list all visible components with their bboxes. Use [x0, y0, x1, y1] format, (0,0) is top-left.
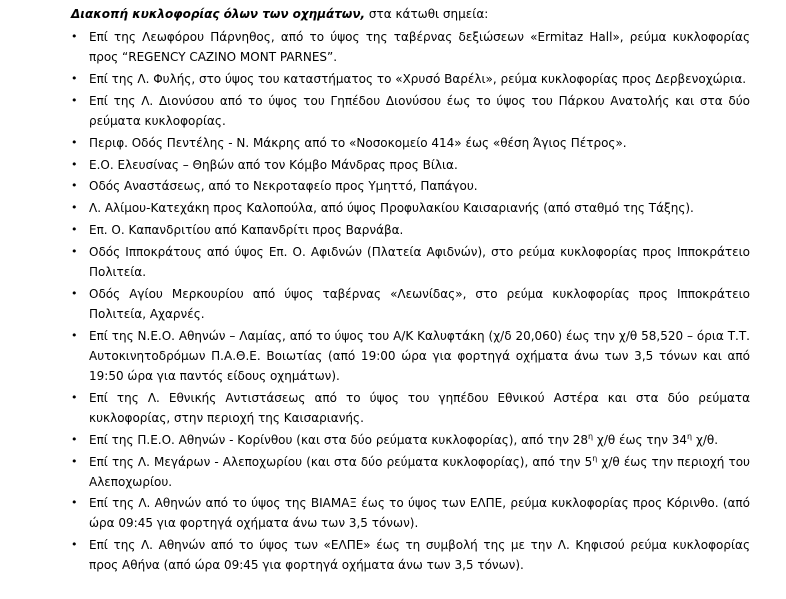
bullet-icon: •: [71, 432, 78, 446]
closure-list: [0, 27, 786, 577]
list-item: [0, 133, 750, 153]
list-item-text: Ε.Ο. Ελευσίνας – Θηβών από τον Κόμβο Μάνδρας προς Βίλια.: [89, 157, 458, 172]
list-item: [0, 220, 750, 240]
bullet-icon: •: [71, 390, 78, 404]
list-item: [0, 452, 750, 492]
bullet-icon: •: [71, 71, 78, 85]
bullet-icon: •: [71, 223, 78, 237]
ordinal-superscript: η: [588, 431, 594, 441]
text-part: Επί της Π.Ε.Ο. Αθηνών - Κορίνθου (και στα δύο ρεύματα κυκλοφορίας), από την 28: [89, 432, 588, 447]
list-item: [0, 535, 750, 575]
ordinal-superscript: η: [592, 453, 598, 463]
ordinal-superscript: η: [687, 431, 693, 441]
list-item-text: Επί της Λ. Διονύσου από το ύψος του Γηπέδου Διονύσου έως το ύψος του Πάρκου Ανατολής και στα δύο ρεύματα κυκλοφορίας.: [89, 93, 750, 128]
list-item-text: Επ. Ο. Καπανδριτίου από Καπανδρίτι προς Βαρνάβα.: [89, 223, 404, 238]
list-item: [0, 176, 750, 196]
list-item: [0, 284, 750, 324]
list-item: [0, 430, 750, 450]
list-item-text: Επί της Λ. Εθνικής Αντιστάσεως από το ύψος του γηπέδου Εθνικού Αστέρα και στα δύο ρεύματα κυκλοφορίας, στην περιοχή της Καισαριανής.: [89, 390, 750, 425]
list-item-text: Οδός Ιπποκράτους από ύψος Επ. Ο. Αφιδνών (Πλατεία Αφιδνών), στο ρεύμα κυκλοφορίας προς Ιπποκράτειο Πολιτεία.: [89, 245, 750, 280]
bullet-icon: •: [71, 454, 78, 468]
list-item: [0, 326, 750, 386]
list-item-text: Οδός Αναστάσεως, από το Νεκροταφείο προς Υμηττό, Παπάγου.: [89, 179, 478, 194]
bullet-icon: •: [71, 538, 78, 552]
list-item: [0, 91, 750, 131]
list-item-text: [89, 430, 750, 450]
bullet-icon: •: [71, 179, 78, 193]
bullet-icon: •: [71, 93, 78, 107]
bullet-icon: •: [71, 287, 78, 301]
list-item: [0, 198, 750, 218]
bullet-icon: •: [71, 328, 78, 342]
heading-bold: Διακοπή κυκλοφορίας όλων των οχημάτων,: [71, 7, 366, 21]
list-item-text: Επί της Λ. Αθηνών από το ύψος της ΒΙΑΜΑΞ έως το ύψος των ΕΛΠΕ, ρεύμα κυκλοφορίας προς Κόρινθο. (από ώρα 09:45 για φορτηγά οχήματα άνω των 3,5 τόνων).: [89, 496, 750, 531]
list-item: [0, 155, 750, 175]
bullet-icon: •: [71, 157, 78, 171]
list-item: [0, 388, 750, 428]
bullet-icon: •: [71, 201, 78, 215]
list-item-text: [89, 452, 750, 492]
bullet-icon: •: [71, 245, 78, 259]
list-item-text: Περιφ. Οδός Πεντέλης - Ν. Μάκρης από το «Νοσοκομείο 414» έως «θέση Άγιος Πέτρος».: [89, 135, 627, 150]
list-item-text: Οδός Αγίου Μερκουρίου από ύψος ταβέρνας «Λεωνίδας», στο ρεύμα κυκλοφορίας προς Ιπποκράτειο Πολιτεία, Αχαρνές.: [89, 287, 750, 322]
bullet-icon: •: [71, 30, 78, 43]
list-item-text: Επί της Λ. Αθηνών από το ύψος των «ΕΛΠΕ» έως τη συμβολή της με την Λ. Κηφισού ρεύμα κυκλοφορίας προς Αθήνα (από ώρα 09:45 για φορτηγά οχήματα άνω των 3,5 τόνων).: [89, 538, 750, 573]
text-part: Επί της Λ. Μεγάρων - Αλεποχωρίου (και στα δύο ρεύματα κυκλοφορίας), από την 5: [89, 454, 593, 469]
list-item: [0, 493, 750, 533]
list-item: [0, 69, 750, 89]
text-part: χ/θ.: [692, 432, 719, 447]
text-part: χ/θ έως την 34: [593, 432, 688, 447]
list-heading: [71, 4, 771, 24]
list-item: [0, 27, 750, 67]
list-item-text: Λ. Αλίμου-Κατεχάκη προς Καλοπούλα, από ύψος Προφυλακίου Καισαριανής (από σταθμό της Τάξης).: [89, 201, 694, 216]
bullet-icon: •: [71, 135, 78, 149]
list-item-text: Επί της Λεωφόρου Πάρνηθος, από το ύψος της ταβέρνας δεξιώσεων «Ermitaz Hall», ρεύμα κυκλοφορίας προς “REGENCY CAZINO MONT PARNES”.: [89, 30, 750, 64]
list-item-text: Επί της Λ. Φυλής, στο ύψος του καταστήματος το «Χρυσό Βαρέλι», ρεύμα κυκλοφορίας προς Δερβενοχώρια.: [89, 71, 747, 86]
list-item-text: Επί της Ν.Ε.Ο. Αθηνών – Λαμίας, από το ύψος του Α/Κ Καλυφτάκη (χ/δ 20,060) έως την χ/θ 58,520 – όρια Τ.Τ. Αυτοκινητοδρόμων Π.Α.Θ.Ε. Βοιωτίας (από 19:00 ώρα για φορτηγά οχήματα άνω των 3,5 τόνων και από 19:50 ώρα για παντός είδους οχημάτων).: [89, 328, 750, 383]
bullet-icon: •: [71, 496, 78, 510]
list-item: [0, 242, 750, 282]
heading-rest: στα κάτωθι σημεία:: [365, 7, 489, 21]
text-part: χ/θ έως την περιοχή του Αλεποχωρίου.: [89, 454, 750, 489]
